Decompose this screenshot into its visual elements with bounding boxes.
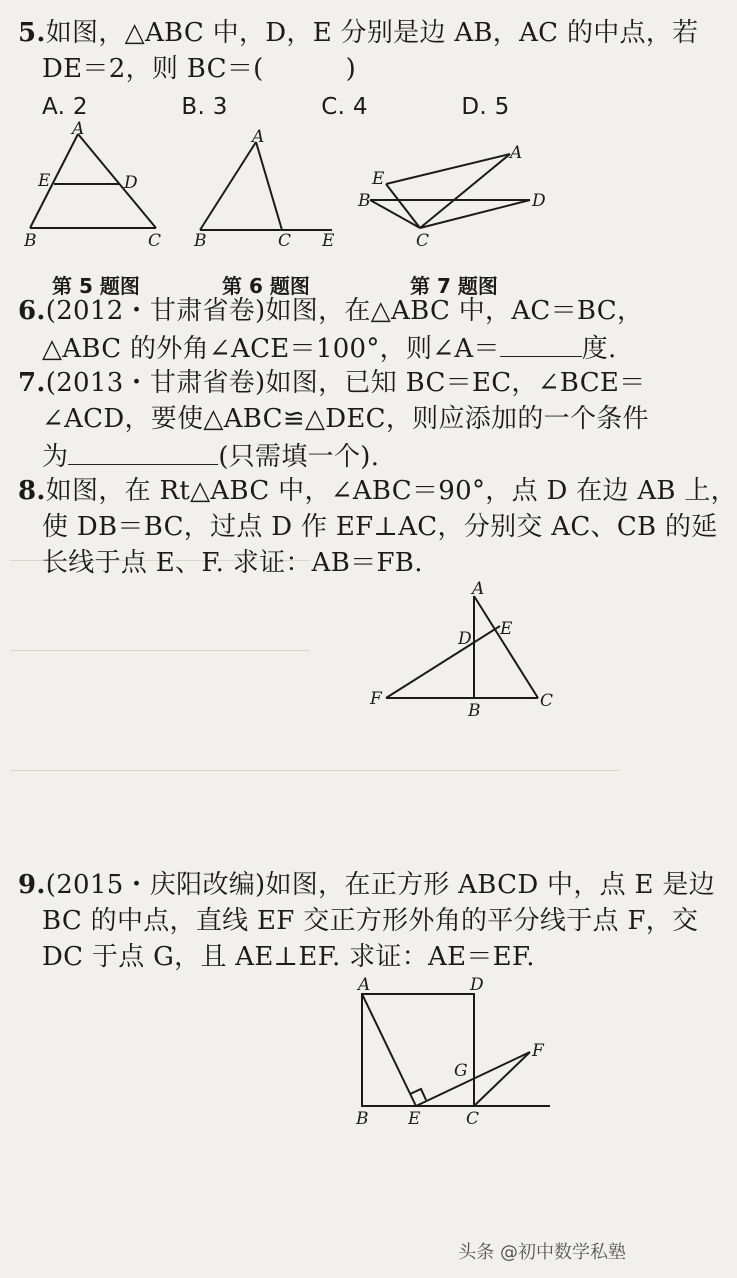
problem-5-options: [42, 90, 510, 124]
fig7-label-c: C: [416, 231, 430, 251]
option-a: A. 2: [42, 94, 88, 120]
fig9-label-c: C: [466, 1109, 480, 1129]
problem-8-line-2: 使 DB＝BC，过点 D 作 EF⊥AC，分别交 AC、CB 的延: [42, 512, 718, 542]
problem-7-line-3: 为 (只需填一个).: [42, 438, 379, 474]
answer-blank-7[interactable]: [68, 438, 218, 465]
figure-6: [190, 127, 340, 251]
option-b: B. 3: [181, 94, 228, 120]
fig8-label-d: D: [458, 629, 472, 649]
fig8-label-b: B: [468, 701, 481, 721]
figure-8: [364, 578, 564, 721]
fig9-label-e: E: [408, 1109, 421, 1129]
problem-5-line-2: DE＝2，则 BC＝( ): [42, 54, 357, 84]
problem-8-line-3: 长线于点 E、F. 求证：AB＝FB.: [42, 548, 423, 578]
fig8-label-e: E: [500, 619, 513, 639]
fig5-label-d: D: [124, 173, 138, 193]
fig7-label-d: D: [532, 191, 546, 211]
caption-fig-7: 第 7 题图: [410, 274, 498, 298]
problem-9-line-2: BC 的中点，直线 EF 交正方形外角的平分线于点 F，交: [42, 906, 699, 936]
fig6-label-c: C: [278, 231, 292, 251]
fig9-label-d: D: [470, 975, 484, 995]
option-d: D. 5: [461, 94, 510, 120]
fig9-label-a: A: [358, 975, 371, 995]
problem-8-line-1: 8.如图，在 Rt△ABC 中，∠ABC＝90°，点 D 在边 AB 上，: [18, 476, 737, 506]
problem-6-line-1: 6.(2012・甘肃省卷)如图，在△ABC 中，AC＝BC，: [18, 296, 644, 326]
fig5-label-a: A: [72, 119, 85, 139]
problem-7-line-1: 7.(2013・甘肃省卷)如图，已知 BC＝EC，∠BCE＝: [18, 368, 646, 398]
fig7-label-e: E: [372, 169, 385, 189]
fig8-label-c: C: [540, 691, 554, 711]
problem-9-line-3: DC 于点 G，且 AE⊥EF. 求证：AE＝EF.: [42, 942, 535, 972]
fig9-label-f: F: [532, 1041, 544, 1061]
fig5-label-b: B: [24, 231, 37, 251]
problem-6-line-2: △ABC 的外角∠ACE＝100°，则∠A＝ 度.: [42, 330, 617, 366]
fig5-label-e: E: [38, 171, 51, 191]
watermark: 头条 @初中数学私塾: [458, 1242, 626, 1263]
caption-fig-6: 第 6 题图: [222, 274, 310, 298]
problem-5-line-1: 5.如图，△ABC 中，D，E 分别是边 AB，AC 的中点，若: [18, 18, 699, 48]
figure-7: [360, 140, 560, 252]
option-c: C. 4: [321, 94, 368, 120]
caption-fig-5: 第 5 题图: [52, 274, 140, 298]
fig8-label-f: F: [370, 689, 382, 709]
figure-5: [20, 119, 180, 252]
fig6-label-e: E: [322, 231, 335, 251]
problem-9-line-1: 9.(2015・庆阳改编)如图，在正方形 ABCD 中，点 E 是边: [18, 870, 715, 900]
problem-7-line-2: ∠ACD，要使△ABC≌△DEC，则应添加的一个条件: [42, 404, 649, 434]
fig6-label-b: B: [194, 231, 207, 251]
fig5-label-c: C: [148, 231, 162, 251]
fig6-label-a: A: [252, 127, 265, 147]
fig7-label-b: B: [358, 191, 371, 211]
fig9-label-b: B: [356, 1109, 369, 1129]
fig7-label-a: A: [510, 143, 523, 163]
fig9-label-g: G: [454, 1061, 468, 1081]
answer-blank-6[interactable]: [500, 330, 582, 357]
figure-9: [350, 972, 560, 1136]
fig8-label-a: A: [472, 579, 485, 599]
